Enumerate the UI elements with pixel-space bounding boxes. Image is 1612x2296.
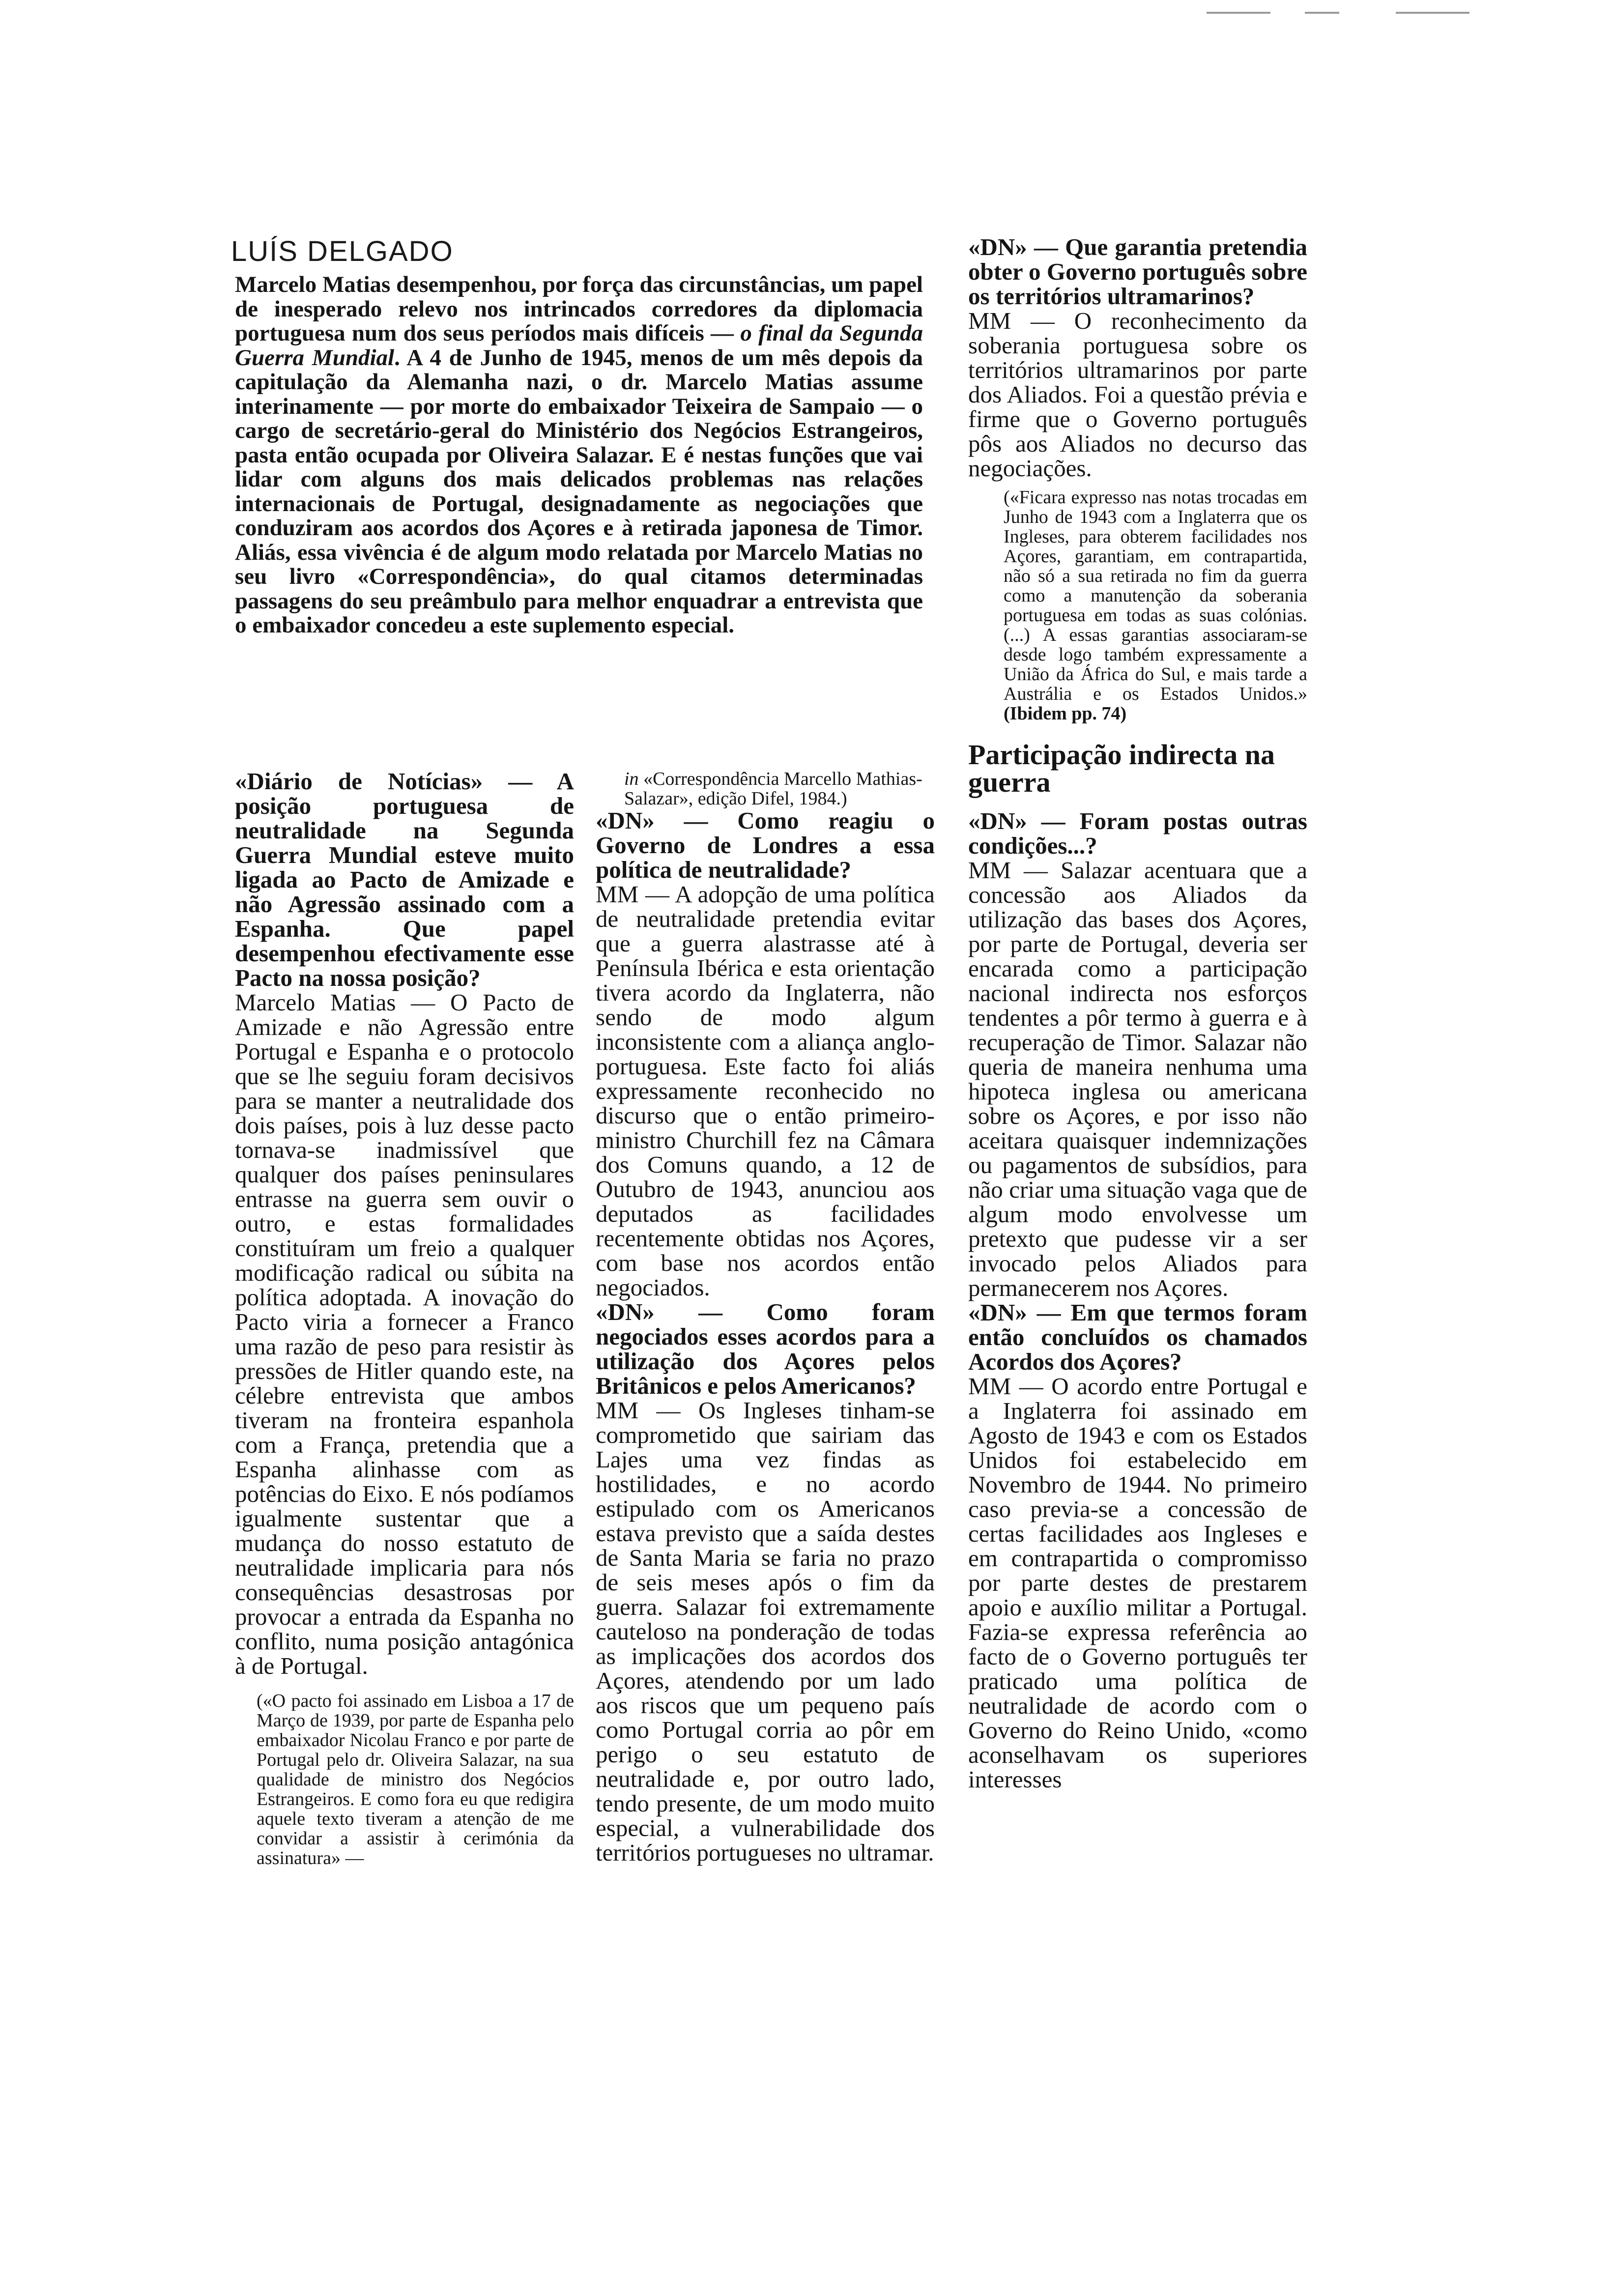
answer-text: O Pacto de Amizade e não Agressão entre Portugal e Espanha e o protocolo que se lhe seguiu foram decisivos para se manter a neutralidade dos dois países, pois à luz desse pacto tornava-se inadmissível que qualquer dos países peninsulares entrasse na guerra sem ouvir o outro, e estas formalidades constituíram um freio a qualquer modificação radical ou súbita na política adoptada. A inovação do Pacto viria a fornecer a Franco uma razão de peso para resistir às pressões de Hitler quando este, na célebre entrevista que ambos tiveram na fronteira espanhola com a França, pretendia que a Espanha alinhasse com as potências do Eixo. E nós podíamos igualmente sustentar que a mudança do nosso estatuto de neutralidade implicaria para nós consequências desastrosas por provocar a entrada da Espanha no conflito, numa posição antagónica à de Portugal. <box>235 989 575 1679</box>
answer-text: O reconhecimento da soberania portuguesa sobre os territórios ultramarinos por parte dos Aliados. Foi a questão prévia e firme que o Governo português pôs aos Aliados no decurso das negociações. <box>968 307 1307 482</box>
interview-answer <box>968 858 1307 1300</box>
quoted-note: («O pacto foi assinado em Lisboa a 17 de Março de 1939, por parte de Espanha pelo embaixador Nicolau Franco e por parte de Portugal pelo dr. Oliveira Salazar, na sua qualidade de ministro dos Negócios Estrangeiros. E como fora eu que redigira aquele texto tiveram a atenção de me convidar a assistir à cerimónia da assinatura» — <box>257 1691 574 1868</box>
source-note-text: «Correspondência Marcello Mathias-Salazar», edição Difel, 1984.) <box>624 769 922 809</box>
interview-answer <box>596 1398 935 1865</box>
interview-question: «DN» — Como foram negociados esses acordos para a utilização dos Açores pelos Britânicos e pelos Americanos? <box>596 1298 935 1399</box>
source-note-prefix: in <box>624 769 639 789</box>
column-right <box>968 235 1307 1792</box>
scan-edge-mark <box>1207 12 1270 14</box>
answer-text: O acordo entre Portugal e a Inglaterra foi assinado em Agosto de 1943 e com os Estados Unidos foi estabelecido em Novembro de 1944. No primeiro caso previa-se a concessão de certas facilidades aos Ingleses e em contrapartida o compromisso por parte destes de prestarem apoio e auxílio militar a Portugal. Fazia-se expressa referência ao facto de o Governo português ter praticado uma política de neutralidade de acordo com o Governo do Reino Unido, «como aconselhavam os superiores interesses <box>968 1373 1307 1793</box>
scan-edge-mark <box>1396 12 1469 14</box>
interview-question: «Diário de Notícias» — A posição portuguesa de neutralidade na Segunda Guerra Mundial esteve muito ligada ao Pacto de Amizade e não Agressão assinado com a Espanha. Que papel desempenhou efectivamente esse Pacto na nossa posição? <box>235 768 574 991</box>
interview-answer <box>596 882 935 1300</box>
source-note <box>596 769 935 808</box>
answer-speaker: MM — <box>968 857 1061 884</box>
author-byline: LUÍS DELGADO <box>231 235 454 267</box>
answer-text: Salazar acentuara que a concessão aos Aliados da utilização das bases dos Açores, por parte de Portugal, deveria ser encarada como a participação nacional indirecta nos esforços tendentes a pôr termo à guerra e à recuperação de Timor. Salazar não queria de maneira nenhuma uma hipoteca inglesa ou americana sobre os Açores, e por isso não aceitara quaisquer indemnizações ou pagamentos de subsídios, para não criar uma situação vaga que de algum modo envolvesse um pretexto que pudesse vir a ser invocado pelos Aliados para permanecerem nos Açores. <box>968 857 1308 1301</box>
answer-text: A adopção de uma política de neutralidade pretendia evitar que a guerra alastrasse até à Península Ibérica e esta orientação tivera acordo da Inglaterra, não sendo de modo algum inconsistente com a aliança anglo-portuguesa. Este facto foi aliás expressamente reconhecido no discurso que o então primeiro-ministro Churchill fez na Câmara dos Comuns quando, a 12 de Outubro de 1943, anunciou aos deputados as facilidades recentemente obtidas nos Açores, com base nos acordos então negociados. <box>596 881 935 1301</box>
interview-question: «DN» — Como reagiu o Governo de Londres a essa política de neutralidade? <box>596 807 935 883</box>
intro-text-before: Marcelo Matias desempenhou, por força das circunstâncias, um papel de inesperado relevo nos intrincados corredores da diplomacia portuguesa num dos seus períodos mais difíceis — <box>235 272 923 346</box>
interview-answer <box>235 990 574 1678</box>
quoted-note-citation: (Ibidem pp. 74) <box>1004 703 1127 724</box>
interview-answer <box>968 309 1307 481</box>
answer-speaker: MM — <box>596 1397 698 1424</box>
column-middle <box>596 769 935 1865</box>
answer-speaker: MM — <box>968 307 1074 334</box>
column-left <box>235 769 574 1868</box>
interview-answer <box>968 1374 1307 1792</box>
answer-speaker: Marcelo Matias — <box>235 989 450 1016</box>
quoted-note-text: («Ficara expresso nas notas trocadas em Junho de 1943 com a Inglaterra que os Ingleses, para obterem facilidades nos Açores, garantiam, em contrapartida, não só a sua retirada no fim da guerra como a manutenção da soberania portuguesa em todas as suas colónias. (...) A essas garantias associaram-se desde logo também expressamente a União da África do Sul, e mais tarde a Austrália e os Estados Unidos.» <box>1004 487 1307 704</box>
answer-speaker: MM — <box>596 881 675 908</box>
section-subheading: Participação indirecta na guerra <box>968 739 1275 798</box>
intro-paragraph <box>235 273 923 638</box>
intro-title-reference: o final da Segunda Guerra Mundial <box>235 320 923 371</box>
interview-question: «DN» — Que garantia pretendia obter o Governo português sobre os territórios ultramarinos? <box>968 233 1307 310</box>
intro-text-after: . A 4 de Junho de 1945, menos de um mês depois da capitulação da Alemanha nazi, o dr. Marcelo Matias assume interinamente — por morte do embaixador Teixeira de Sampaio — o cargo de secretário-geral do Ministério dos Negócios Estrangeiros, pasta então ocupada por Oliveira Salazar. E é nestas funções que vai lidar com alguns dos mais delicados problemas nas relações internacionais de Portugal, designadamente as negociações que conduziram aos acordos dos Açores e à retirada japonesa de Timor. Aliás, essa vivência é de algum modo relatada por Marcelo Matias no seu livro «Correspondência», do qual citamos determinadas passagens do seu preâmbulo para melhor enquadrar a entrevista que o embaixador concedeu a este suplemento especial. <box>235 344 923 638</box>
quoted-note <box>968 488 1307 723</box>
interview-question: «DN» — Em que termos foram então concluídos os chamados Acordos dos Açores? <box>968 1299 1307 1375</box>
interview-question: «DN» — Foram postas outras condições...? <box>968 807 1307 859</box>
answer-text: Os Ingleses tinham-se comprometido que sairiam das Lajes uma vez findas as hostilidades, e no acordo estipulado com os Americanos estava previsto que a saída destes de Santa Maria se faria no prazo de seis meses após o fim da guerra. Salazar foi extremamente cauteloso na ponderação de todas as implicações dos acordos dos Açores, atendendo por um lado aos riscos que um pequeno país como Portugal corria ao pôr em perigo o seu estatuto de neutralidade e, por outro lado, tendo presente, de um modo muito especial, a vulnerabilidade dos territórios portugueses no ultramar. <box>596 1397 935 1866</box>
scan-edge-mark <box>1305 12 1339 14</box>
answer-speaker: MM — <box>968 1373 1052 1400</box>
